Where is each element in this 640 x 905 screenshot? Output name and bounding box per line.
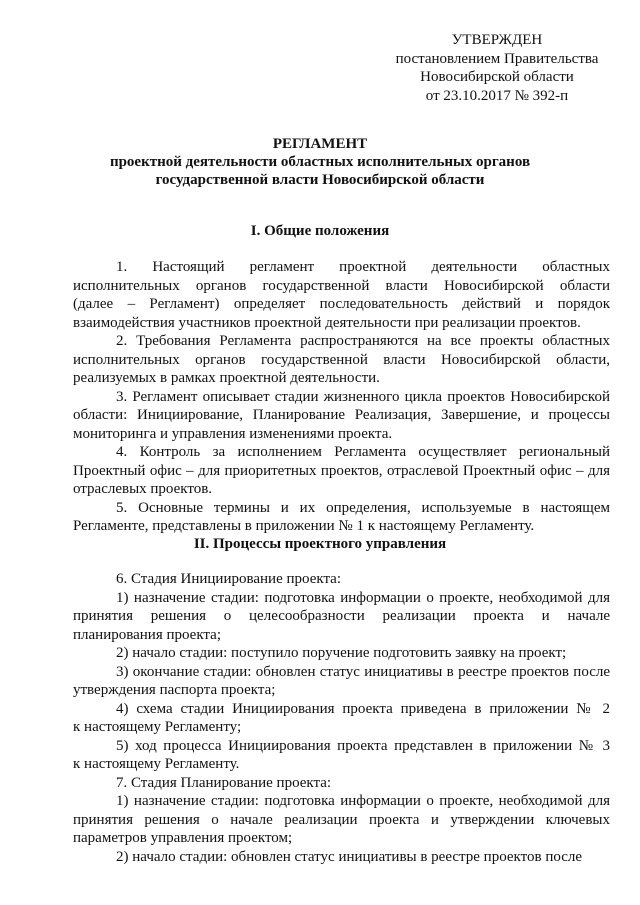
approval-line: УТВЕРЖДЕН — [451, 32, 543, 48]
paragraph-line: к настоящему Регламенту; — [73, 719, 242, 735]
paragraph-line: Проектный офис – для приоритетных проектов, отраслевой Проектный офис – для — [73, 462, 610, 479]
paragraph-line: взаимодействия участников проектной деятельности при реализации проектов. — [73, 314, 581, 331]
paragraph-line: (далее – Регламент) определяет последовательность действий и порядок — [73, 296, 610, 312]
paragraph-line: параметров управления проектом; — [73, 830, 293, 846]
paragraph-line: исполнительных органов государственной власти Новосибирской области — [73, 277, 610, 294]
title-subtitle-line: государственной власти Новосибирской области — [155, 172, 485, 188]
paragraph-line: мониторинга и управления изменениями проекта. — [73, 425, 393, 442]
paragraph-line: утверждения паспорта проекта; — [73, 682, 276, 698]
section-heading-general: I. Общие положения — [250, 223, 390, 239]
paragraph-line: принятия решения о целесообразности реализации проекта и начале — [73, 608, 610, 624]
paragraph-line: 6. Стадия Инициирование проекта: — [116, 571, 342, 587]
paragraph-line: области: Инициирование, Планирование Реализация, Завершение, и процессы — [73, 407, 610, 423]
paragraph-line: 4. Контроль за исполнением Регламента осуществляет региональный — [116, 444, 610, 460]
section-heading-processes: II. Процессы проектного управления — [193, 536, 447, 552]
section-body-general — [73, 258, 610, 536]
approval-stamp — [392, 31, 602, 105]
approval-line: постановлением Правительства — [395, 50, 599, 67]
paragraph-line: 2) начало стадии: обновлен статус инициативы в реестре проектов после — [116, 848, 583, 865]
paragraph-line: 3) окончание стадии: обновлен статус инициативы в реестре проектов после — [116, 663, 610, 680]
paragraph-line: 5) ход процесса Инициирования проекта представлен в приложении № 3 — [116, 737, 610, 754]
approval-line: Новосибирской области — [420, 69, 574, 85]
approval-line: от 23.10.2017 № 392-п — [425, 87, 569, 104]
paragraph-line: принятия решения о начале реализации проекта и утверждении ключевых — [73, 811, 610, 828]
paragraph-line: 3. Регламент описывает стадии жизненного цикла проектов Новосибирской — [116, 388, 610, 405]
paragraph-line: 2) начало стадии: поступило поручение подготовить заявку на проект; — [116, 645, 567, 661]
paragraph-line: 1) назначение стадии: подготовка информации о проекте, необходимой для — [116, 589, 610, 606]
title-subtitle-line: проектной деятельности областных исполнительных органов — [109, 154, 531, 170]
section-body-processes — [73, 570, 610, 866]
paragraph-line: Регламенте, представлены в приложении № 1 к настоящему Регламенту. — [73, 518, 535, 534]
paragraph-line: к настоящему Регламенту. — [73, 756, 240, 772]
paragraph-line: 5. Основные термины и их определения, используемые в настоящем — [116, 499, 610, 516]
paragraph-line: 4) схема стадии Инициирования проекта приведена в приложении № 2 — [116, 700, 610, 717]
paragraph-line: 1. Настоящий регламент проектной деятельности областных — [116, 259, 610, 275]
document-title — [80, 135, 560, 189]
paragraph-line: реализуемых в рамках проектной деятельности. — [73, 370, 380, 386]
paragraph-line: планирования проекта; — [73, 626, 221, 643]
paragraph-line: отраслевых проектов. — [73, 481, 213, 497]
title-heading: РЕГЛАМЕНТ — [272, 136, 368, 152]
paragraph-line: 2. Требования Регламента распространяются на все проекты областных — [116, 333, 610, 349]
paragraph-line: 7. Стадия Планирование проекта: — [116, 774, 332, 791]
paragraph-line: исполнительных органов государственной власти Новосибирской области, — [73, 351, 610, 368]
paragraph-line: 1) назначение стадии: подготовка информации о проекте, необходимой для — [116, 793, 610, 809]
